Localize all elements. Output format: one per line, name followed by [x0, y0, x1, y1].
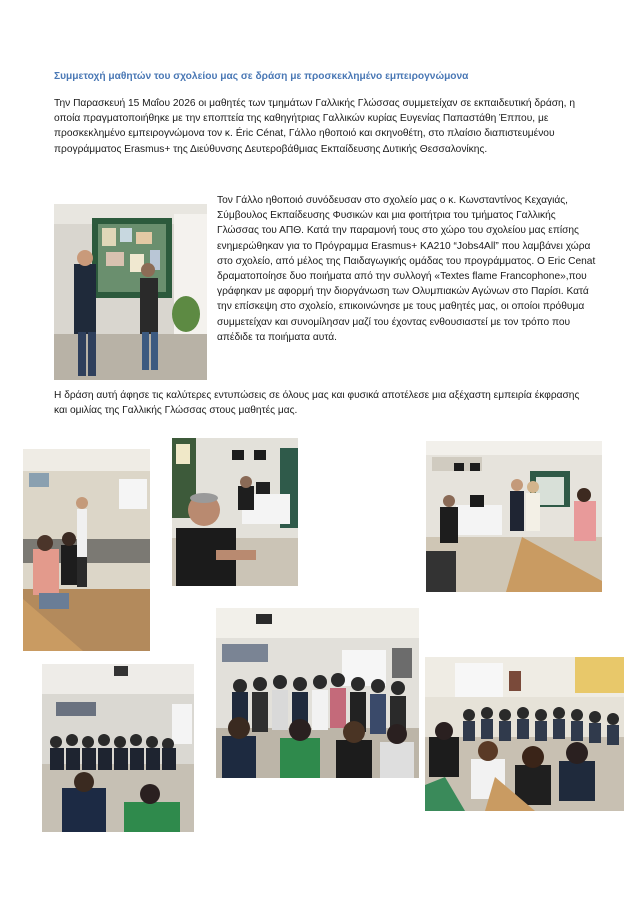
photo-guests-at-board — [54, 204, 207, 380]
photo-circle-students-right — [42, 664, 194, 832]
photo-students-performing — [216, 608, 419, 778]
photo-classroom-desks — [426, 441, 602, 592]
photo-students-seated-circle — [425, 657, 624, 811]
photo-man-at-desk — [172, 438, 298, 586]
article-title: Συμμετοχή μαθητών του σχολείου μας σε δράση με προσκεκλημένο εμπειρογνώμονα — [54, 71, 469, 82]
paragraph-intro: Την Παρασκευή 15 Μαΐου 2026 οι μαθητές των τμημάτων Γαλλικής Γλώσσας συμμετείχαν σε εκπαιδευτική δράση, η οποία πραγματοποιήθηκε με την εποπτεία της καθηγήτριας Γαλλικών κυρίας Ευγενίας Παπαστάθη Έππου, με προσκεκλημένο εμπειρογνώμονα τον κ. Éric Cénat, Γάλλο ηθοποιό και σκηνοθέτη, στο πλαίσιο διαπιστευμένου προγράμματος Erasmus+ της Διεύθυνσης Δευτεροβάθμιας Εκπαίδευσης Δυτικής Θεσσαλονίκης. — [54, 98, 575, 155]
paragraph-conclusion: Η δράση αυτή άφησε τις καλύτερες εντυπώσεις σε όλους μας και φυσικά αποτέλεσε μια αξέχαστη εμπειρία έκφρασης και ομιλίας της Γαλλικής Γλώσσας στους μαθητές μας. — [54, 390, 580, 417]
paragraph-visit: Τον Γάλλο ηθοποιό συνόδευσαν στο σχολείο μας ο κ. Κωνσταντίνος Κεχαγιάς, Σύμβουλος Εκπαίδευσης Φυσικών και μια φοιτήτρια του τμήματος Γαλλικής Γλώσσας του ΑΠΘ. Κατά την παραμονή τους στο χώρο του σχολείου μας επίσης ενημερώθηκαν για το Πρόγραμμα Erasmus+ KA210 “Jobs4All” που λαμβάνει χώρα στο σχολείο, από μέλος της Παιδαγωγικής ομάδας του προγράμματος. Ο Eric Cenat δραματοποίησε δυο ποιήματα από την συλλογή «Textes flame Francophone»,που γράφηκαν με αφορμή την διοργάνωση των Ολυμπιακών Αγώνων στο Παρίσι. Κατά την επίσκεψη στο σχολείο, επικοινώνησε με τους μαθητές μας, οι οποίοι πρόθυμα συμμετείχαν και συνομίλησαν μαζί του έχοντας ενθουσιαστεί με τον τρόπο που απέδιδε τα ποιήματα αυτά. — [217, 195, 596, 343]
photo-classroom-students-standing — [23, 449, 150, 651]
